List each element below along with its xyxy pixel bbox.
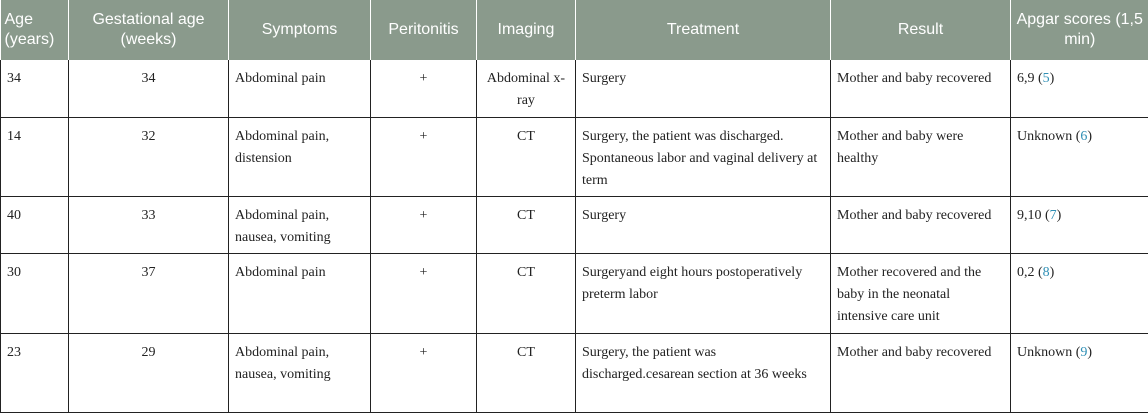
cell-gestational-age: 33 xyxy=(69,196,229,253)
cell-imaging: Abdominal x-ray xyxy=(477,60,576,117)
cell-symptoms: Abdominal pain, distension xyxy=(229,117,371,196)
cell-gestational-age: 34 xyxy=(69,60,229,117)
cell-apgar: 9,10 (7) xyxy=(1011,196,1148,253)
cell-treatment: Surgeryand eight hours postoperatively preterm labor xyxy=(576,253,831,333)
apgar-value: Unknown xyxy=(1017,129,1072,144)
cell-gestational-age: 32 xyxy=(69,117,229,196)
table-row xyxy=(1,253,1148,333)
cell-imaging: CT xyxy=(477,117,576,196)
table-row xyxy=(1,60,1148,117)
cell-peritonitis: + xyxy=(371,117,477,196)
header-imaging: Imaging xyxy=(477,0,576,60)
cell-peritonitis: + xyxy=(371,333,477,412)
cell-symptoms: Abdominal pain xyxy=(229,60,371,117)
cell-gestational-age: 37 xyxy=(69,253,229,333)
cell-age: 30 xyxy=(1,253,69,333)
apgar-value: 0,2 xyxy=(1017,265,1035,280)
cell-symptoms: Abdominal pain xyxy=(229,253,371,333)
reference-link[interactable]: 9 xyxy=(1080,345,1087,360)
table-row xyxy=(1,117,1148,196)
header-treatment: Treatment xyxy=(576,0,831,60)
cell-result: Mother and baby recovered xyxy=(831,196,1011,253)
cell-age: 40 xyxy=(1,196,69,253)
header-result: Result xyxy=(831,0,1011,60)
header-gestational-age: Gestational age (weeks) xyxy=(69,0,229,60)
cell-symptoms: Abdominal pain, nausea, vomiting xyxy=(229,333,371,412)
cell-apgar: 0,2 (8) xyxy=(1011,253,1148,333)
cell-imaging: CT xyxy=(477,196,576,253)
cell-treatment: Surgery, the patient was discharged.cesarean section at 36 weeks xyxy=(576,333,831,412)
cell-result: Mother recovered and the baby in the neonatal intensive care unit xyxy=(831,253,1011,333)
cell-apgar: Unknown (6) xyxy=(1011,117,1148,196)
cell-age: 34 xyxy=(1,60,69,117)
cell-treatment: Surgery, the patient was discharged. Spontaneous labor and vaginal delivery at term xyxy=(576,117,831,196)
reference-link[interactable]: 6 xyxy=(1080,129,1087,144)
header-age: Age (years) xyxy=(1,0,69,60)
header-apgar: Apgar scores (1,5 min) xyxy=(1011,0,1148,60)
cell-treatment: Surgery xyxy=(576,60,831,117)
reference-link[interactable]: 5 xyxy=(1043,71,1050,86)
cell-result: Mother and baby recovered xyxy=(831,333,1011,412)
cell-imaging: CT xyxy=(477,333,576,412)
cell-age: 14 xyxy=(1,117,69,196)
cell-apgar: Unknown (9) xyxy=(1011,333,1148,412)
cell-result: Mother and baby recovered xyxy=(831,60,1011,117)
cell-treatment: Surgery xyxy=(576,196,831,253)
cell-peritonitis: + xyxy=(371,253,477,333)
cell-age: 23 xyxy=(1,333,69,412)
cell-peritonitis: + xyxy=(371,60,477,117)
table-row xyxy=(1,196,1148,253)
apgar-value: Unknown xyxy=(1017,345,1072,360)
apgar-value: 9,10 xyxy=(1017,208,1042,223)
cell-apgar: 6,9 (5) xyxy=(1011,60,1148,117)
cell-result: Mother and baby were healthy xyxy=(831,117,1011,196)
cell-symptoms: Abdominal pain, nausea, vomiting xyxy=(229,196,371,253)
cell-imaging: CT xyxy=(477,253,576,333)
reference-link[interactable]: 7 xyxy=(1050,208,1057,223)
cell-gestational-age: 29 xyxy=(69,333,229,412)
header-row xyxy=(1,0,1148,60)
cell-peritonitis: + xyxy=(371,196,477,253)
apgar-value: 6,9 xyxy=(1017,71,1035,86)
header-peritonitis: Peritonitis xyxy=(371,0,477,60)
header-symptoms: Symptoms xyxy=(229,0,371,60)
table-row xyxy=(1,333,1148,412)
reference-link[interactable]: 8 xyxy=(1043,265,1050,280)
